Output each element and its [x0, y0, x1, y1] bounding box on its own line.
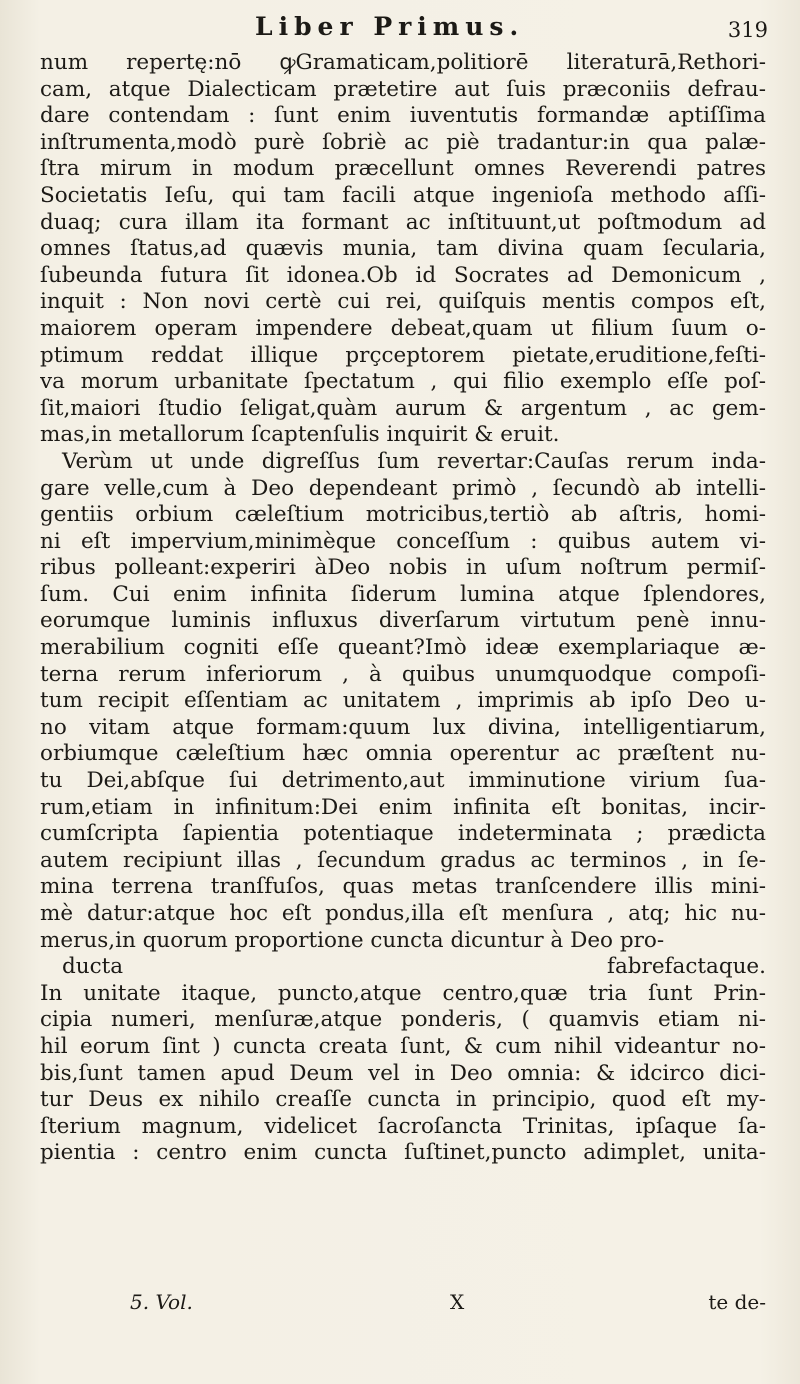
text-line: cipia numeri, menſuræ,atque ponderis, ( quamvis etiam ni-	[40, 1007, 766, 1033]
text-line: ſtra mirum in modum præcellunt omnes Reverendi patres	[40, 156, 766, 182]
body-text	[40, 50, 766, 1167]
text-line: bis,ſunt tamen apud Deum vel in Deo omnia: & idcirco dici-	[40, 1060, 766, 1086]
text-line: gentiis orbium cæleſtium motricibus,tertiò ab aſtris, homi-	[40, 502, 766, 528]
text-line: ſit,maiori ſtudio ſeligat,quàm aurum & argentum , ac gem-	[40, 395, 766, 421]
text-line: omnes ſtatus,ad quævis munia, tam divina quam ſecularia,	[40, 236, 766, 262]
text-line: num repertę:nō ꝙGramaticam,politiorē literaturā,Rethori-	[40, 50, 766, 75]
text-line: gare velle,cum à Deo dependeant primò , ſecundò ab intelli-	[40, 475, 766, 501]
page-footer	[40, 1290, 766, 1320]
text-line: tur Deus ex nihilo creaſſe cuncta in principio, quod eſt my-	[40, 1087, 766, 1113]
text-line: maiorem operam impendere debeat,quam ut filium ſuum o-	[40, 315, 766, 341]
text-line: cumſcripta ſapientia potentiaque indeterminata ; prædicta	[40, 821, 766, 847]
text-line: inſtrumenta,modò purè ſobriè ac piè tradantur:in qua palæ-	[40, 129, 766, 155]
text-line: inquit : Non novi certè cui rei, quiſquis mentis compos eſt,	[40, 289, 766, 315]
text-line: In unitate itaque, puncto,atque centro,quæ tria ſunt Prin-	[40, 980, 766, 1006]
text-line: autem recipiunt illas , ſecundum gradus ac terminos , in ſe-	[40, 847, 766, 873]
text-line: duaq; cura illam ita formant ac inſtituunt,ut poſtmodum ad	[40, 209, 766, 235]
text-line: Societatis Ieſu, qui tam facili atque ingenioſa methodo aſſi-	[40, 182, 766, 208]
text-line: ni eſt impervium,minimèque conceſſum : quibus autem vi-	[40, 528, 766, 554]
text-line: va morum urbanitate ſpectatum , qui filio exemplo eſſe poſ-	[40, 369, 766, 395]
text-line: tum recipit eſſentiam ac unitatem , imprimis ab ipſo Deo u-	[40, 688, 766, 714]
text-line: merabilium cogniti eſſe queant?Imò ideæ exemplariaque æ-	[40, 635, 766, 661]
text-line: dare contendam : ſunt enim iuventutis formandæ aptiſſima	[40, 103, 766, 129]
text-line: ducta fabrefactaque.	[62, 954, 766, 980]
text-line: hil eorum ſint ) cuncta creata ſunt, & cum nihil videantur no-	[40, 1033, 766, 1059]
sheet-mark: X	[450, 1290, 465, 1314]
text-line: merus,in quorum proportione cuncta dicuntur à Deo pro-	[40, 927, 665, 953]
page-header	[40, 10, 780, 50]
text-line: ſubeunda futura ſit idonea.Ob id Socrates ad Demonicum ,	[40, 262, 766, 288]
text-line: cam, atque Dialecticam prætetire aut ſuis præconiis defrau-	[40, 76, 766, 102]
text-line: mè datur:atque hoc eſt pondus,illa eſt menſura , atq; hic nu-	[40, 901, 766, 926]
text-line: ptimum reddat illique prçceptorem pietate,eruditione,feſti-	[40, 342, 766, 368]
text-line: Verùm ut unde digreſſus ſum revertar:Cauſas rerum inda-	[62, 448, 766, 474]
catchword: te de-	[708, 1290, 766, 1314]
text-line: mina terrena tranſfuſos, quas metas tranſcendere illis mini-	[40, 874, 766, 900]
text-line: tu Dei,abſque ſui detrimento,aut imminutione virium ſua-	[40, 768, 766, 794]
text-line: no vitam atque formam:quum lux divina, intelligentiarum,	[40, 714, 766, 740]
text-line: ſterium magnum, videlicet ſacroſancta Trinitas, ipſaque ſa-	[40, 1113, 766, 1139]
signature-mark: 5. Vol.	[130, 1290, 193, 1314]
text-line: orbiumque cæleſtium hæc omnia operentur ac præſtent nu-	[40, 741, 766, 767]
text-line: ribus polleant:experiri àDeo nobis in uſum noſtrum permiſ-	[40, 555, 766, 581]
text-line: rum,etiam in infinitum:Dei enim infinita eſt bonitas, incir-	[40, 794, 766, 820]
page-number: 319	[727, 18, 768, 42]
running-head: Liber Primus.	[255, 12, 525, 41]
text-line: mas,in metallorum ſcaptenſulis inquirit & eruit.	[40, 422, 560, 448]
text-line: ſum. Cui enim infinita ſiderum lumina atque ſplendores,	[40, 581, 766, 607]
text-line: terna rerum inferiorum , à quibus unumquodque compoſi-	[40, 661, 766, 687]
text-line: eorumque luminis influxus diverſarum virtutum penè innu-	[40, 608, 766, 634]
text-line: pientia : centro enim cuncta ſuſtinet,puncto adimplet, unita-	[40, 1140, 766, 1166]
